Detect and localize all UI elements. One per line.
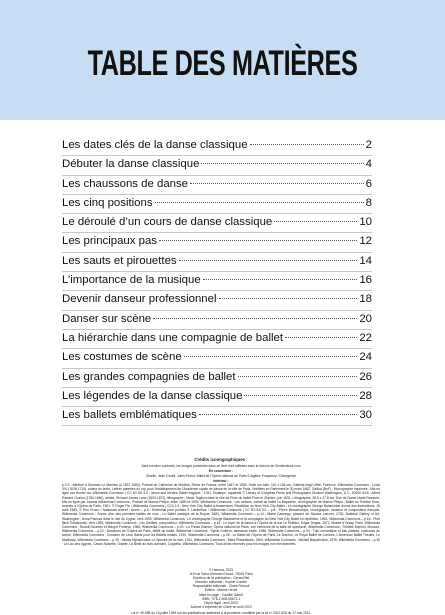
- toc-entry[interactable]: [62, 214, 372, 233]
- toc-entry-page: 12: [359, 235, 372, 248]
- toc-entry[interactable]: [62, 369, 372, 388]
- credits-section: [62, 458, 380, 546]
- toc-entry[interactable]: [62, 233, 372, 252]
- toc-entry-label: Débuter la danse classique: [62, 158, 200, 171]
- imprint-line: Responsable éditoriale : Claire Fenouil: [192, 584, 250, 589]
- imprint-line: Mise en page : Camille Garrel: [199, 592, 243, 597]
- toc-entry-page: 22: [359, 331, 372, 344]
- imprint-line: Édition : Marine Hervé: [204, 588, 238, 593]
- toc-entry-label: Les principaux pas: [62, 235, 157, 248]
- toc-entry-label: Devenir danseur professionnel: [62, 293, 217, 306]
- legal-footer: Loi nº 49-956 du 16 juillet 1949 sur les publications destinées à la jeunesse, modifiée par la loi nº 2011-525 du 17 mai 2011.: [130, 610, 312, 615]
- imprint-line: Achevé d’imprimer en Chine en avril 2023: [190, 604, 252, 609]
- toc-entry-label: Les grandes compagnies de ballet: [62, 370, 236, 383]
- toc-entry-page: 16: [359, 274, 372, 287]
- imprint-line: © Hemma, 2023: [208, 568, 234, 572]
- imprint-block: [62, 568, 380, 615]
- dot-leader: [274, 221, 357, 222]
- title-banner: [0, 0, 445, 120]
- dot-leader: [250, 144, 364, 145]
- toc-entry-label: L’importance de la musique: [62, 274, 201, 287]
- toc-entry-label: Les ballets emblématiques: [62, 409, 197, 422]
- toc-entry-label: Le déroulé d’un cours de danse classique: [62, 216, 273, 229]
- credits-body: p.2-3 : Attribué à Germain Le Mannier (c.1537-1560), Portrait de Catherine de Médicis, Reine de France, entre 1547 et 1559, Huile sur toile, 110 x 156 cm, Galleria degli Uffizi, Florence, Wikimedia Commons ; Louis XIV (1638-1715), auteur du texte, Lettres patentes du roy, pour l’établissement de l’Académie royale de danse en la ville de Paris, Vérifiées en Parlement le 30 mars 1662, Gallica (BnF) ; Monographie imprimée ; Mis en ligne par Hunter sur Wikimedia Commons | CC BY-SA 3.0 ; Jason and Medea, Ballet tragique ; 1781, Estampe, aquatinte © Library of Congress Prints and Photographs Division Washington, D.C. 20540 USA ; Alfred Edward Chalon (1780-1860), artiste, Richard James Lane (1800-1872), lithographe ; Marie Taglioni dans le rôle de Flore du ballet Flore et Zéphire, juin 1831, Lithographie, 38,5 x 27,8 cm, Don de Dame Marie Rambert, Mis en ligne par Joanna Wikimedia Commons ; Portrait de Marius Petipa, entre 1890 et 1909, Wikimedia Commons ; Les ombres, extrait du ballet La Bayadère, chorégraphie de Marius Petipa ; Ballet du Théâtre Kirov, tournée à l’Opéra de Paris, 1961, © Roger Pic / Wikimedia Commons | CC0 1.0 ; New York City Ballet à Amsterdam, Répétition du New York City Ballet ; Le chorégraphe George Balanchine donne des instructions, 28 août 1965, © Ron Kroon / Nationaal archief / Anefo – p.6 : Entrechat pour pointes © Lambertus / Wikimedia Commons | CC BY-SA 3.0 – p.8 : Pierre Beauchamps, chorégraphe, danseur et compositeur français, Wikimedia Commons ; Scène d’un des premiers ballets de cour ; Le Ballet comique de la Royne, 1581, Wikimedia Commons – p.14 : Marie Camargo, gravure de Nicolas Lancret, 1730, National Gallery of Art, Washington ; Anna Pavlova dans le rôle du Cygne, vers 1905, Wikimedia Commons ; Le chorégraphe George Balanchine et la compagnie du New York City Ballet en répétition, 1963, Wikimedia Commons – p.16 : Piotr Ilitch Tchaïkovski, vers 1893, Wikimedia Commons ; Léo Delibes, compositeur, Wikimedia Commons – p.18 : Le foyer de la danse à l’Opéra de la rue Le Peletier, Edgar Degas, 1872, Musée d’Orsay, Paris, Wikimedia Commons ; Rudolf Noureev et Margot Fonteyn, 1965, Wikimedia Commons – p.20 : Le Palais Garnier, Opéra national de Paris, vue intérieure de la salle de spectacle, Wikimedia Commons ; Théâtre Bolchoï, Moscou, Wikimedia Commons – p.22 : Danseurs de l’Opéra de Paris, défilé du ballet, Wikimedia Commons ; Sylvie Guillem, danseuse étoile, 1988, Wikimedia Commons – p.24 : Tutu romantique et tutu plateau, costumes de scène, Wikimedia Commons ; Costume de Léon Bakst pour les Ballets russes, 1910, Wikimedia Commons – p.26 : Le Ballet de l’Opéra de Paris, Le Bolchoï, Le Royal Ballet de Londres, L’American Ballet Theatre, Le Mariinsky, Wikimedia Commons – p.28 : Vaslav Nijinski dans Le Spectre de la rose, 1911, Wikimedia Commons ; Maïa Plissetskaïa, 1964, Wikimedia Commons ; Mikhaïl Barychnikov, 1976, Wikimedia Commons – p.30 : Le Lac des cygnes, Casse-Noisette, Giselle, La Belle au bois dormant, Coppélia, Wikimedia Commons. Tous droits réservés pour les images non mentionnées.: [62, 483, 380, 546]
- dot-leader: [179, 260, 358, 261]
- dot-leader: [238, 376, 358, 377]
- toc-entry[interactable]: [62, 407, 372, 426]
- toc-entry-label: Les dates clés de la danse classique: [62, 139, 248, 151]
- toc-entry-page: 2: [365, 139, 372, 151]
- toc-entry-page: 24: [359, 351, 372, 364]
- credits-intro: Sauf mention contraire, les images présentes dans ce livre sont utilisées sous la licence de Shutterstock.com: [141, 464, 301, 469]
- toc-entry-page: 30: [359, 409, 372, 422]
- dot-leader: [199, 414, 357, 415]
- toc-entry-page: 10: [359, 216, 372, 229]
- credits-cover-text: Giselle, Jean Coralli, Jules Perrot, Ballet de l’Opéra national de Paris © Agathe Poupeney / Divergence: [145, 473, 297, 478]
- dot-leader: [219, 298, 358, 299]
- toc-entry[interactable]: [62, 330, 372, 349]
- dot-leader: [159, 240, 357, 241]
- toc-entry[interactable]: [62, 176, 372, 195]
- imprint-line: Dépôt légal : avril 2023: [204, 600, 238, 605]
- dot-leader: [155, 202, 364, 203]
- imprint-line: ISBN : 978-2-508-05673-1: [201, 596, 241, 601]
- toc-entry-page: 20: [359, 312, 372, 325]
- dot-leader: [201, 163, 363, 164]
- toc-entry-page: 28: [359, 389, 372, 402]
- toc-entry-label: Les chaussons de danse: [62, 177, 189, 190]
- toc-entry[interactable]: [62, 137, 372, 156]
- toc-entry-label: Les cinq positions: [62, 196, 153, 209]
- imprint-line: Direction éditoriale : Sophie Cordier: [194, 580, 248, 585]
- credits-interior-heading: Intérieur :: [213, 478, 229, 483]
- toc-entry[interactable]: [62, 349, 372, 368]
- toc-entry[interactable]: [62, 291, 372, 310]
- toc-entry-page: 26: [359, 370, 372, 383]
- toc-entry-label: Danser sur scène: [62, 312, 152, 325]
- dot-leader: [285, 337, 357, 338]
- imprint-line: 119 rue Saint-Germain Drouot, 75002 Paris: [189, 572, 253, 577]
- table-of-contents: [62, 137, 372, 426]
- credits-cover-heading: En couverture :: [208, 469, 234, 474]
- toc-entry-page: 6: [365, 177, 372, 190]
- toc-entry[interactable]: [62, 388, 372, 407]
- toc-entry-label: Les sauts et pirouettes: [62, 254, 177, 267]
- toc-entry-label: La hiérarchie dans une compagnie de ballet: [62, 331, 284, 344]
- dot-leader: [184, 356, 358, 357]
- toc-entry-label: Les légendes de la danse classique: [62, 389, 243, 402]
- credits-title: Crédits iconographiques :: [194, 457, 248, 462]
- toc-entry[interactable]: [62, 272, 372, 291]
- toc-entry[interactable]: [62, 195, 372, 214]
- toc-entry[interactable]: [62, 311, 372, 330]
- dot-leader: [203, 279, 358, 280]
- imprint-line: Direction de la publication : Gérard Bel: [192, 576, 250, 581]
- dot-leader: [153, 318, 357, 319]
- toc-entry[interactable]: [62, 156, 372, 175]
- toc-entry[interactable]: [62, 253, 372, 272]
- dot-leader: [190, 183, 364, 184]
- toc-entry-label: Les costumes de scène: [62, 351, 182, 364]
- toc-entry-page: 18: [359, 293, 372, 306]
- toc-entry-page: 4: [365, 158, 372, 171]
- page-title: TABLE DES MATIÈRES: [87, 44, 358, 83]
- toc-entry-page: 8: [365, 196, 372, 209]
- toc-entry-page: 14: [359, 254, 372, 267]
- dot-leader: [244, 395, 357, 396]
